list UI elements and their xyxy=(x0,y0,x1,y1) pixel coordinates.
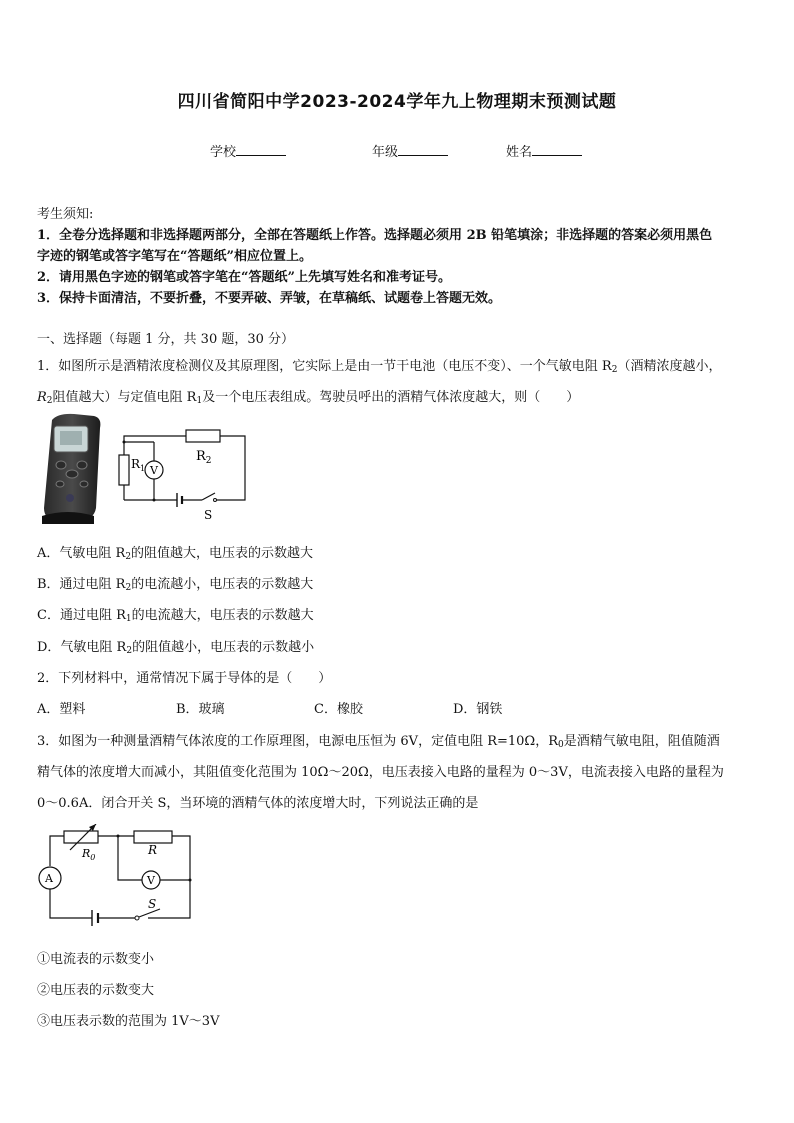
notice-item-3: 3．保持卡面清洁，不要折叠，不要弄破、弄皱，在草稿纸、试题卷上答题无效。 xyxy=(37,291,502,306)
name-label: 姓名 xyxy=(506,145,533,160)
page-title: 四川省简阳中学2023-2024学年九上物理期末预测试题 xyxy=(177,92,617,112)
ammeter-label: A xyxy=(45,872,53,885)
q1-text-c: 阻值越大）与定值电阻 R xyxy=(52,390,197,405)
school-field xyxy=(210,141,286,160)
q1-circuit-diagram xyxy=(114,425,254,523)
q1-sub-a: 2 xyxy=(611,365,618,375)
school-label: 学校 xyxy=(210,145,237,160)
breathalyzer-device-image xyxy=(38,412,106,524)
r2-label: $R_2$ xyxy=(196,449,212,466)
q1-text-b: （酒精浓度越小， xyxy=(617,359,722,374)
q3-stem-line-2: 精气体的浓度增大而减小，其阻值变化范围为 10Ω～20Ω，电压表接入电路的量程为 0～3V，电流表接入电路的量程为 xyxy=(37,765,724,780)
r1-resistor-symbol xyxy=(119,455,129,485)
q3-stem-line-3: 0～0.6A．闭合开关 S，当环境的酒精气体的浓度增大时，下列说法正确的是 xyxy=(37,796,479,811)
q1-option-b: B．通过电阻 $R_2$的电流越小，电压表的示数越大 xyxy=(37,577,314,593)
r1-label: $R_1$ xyxy=(131,457,146,473)
q3-statement-3: ③电压表示数的范围为 1V～3V xyxy=(37,1014,220,1029)
q2-option-b: B．玻璃 xyxy=(176,702,225,717)
q1-stem-line-1 xyxy=(37,355,721,375)
name-blank xyxy=(532,143,582,156)
q3-circuit-diagram xyxy=(36,824,196,930)
q3-statement-1: ①电流表的示数变小 xyxy=(37,952,155,967)
q1-text-d: 及一个电压表组成。驾驶员呼出的酒精气体浓度越大，则（ ） xyxy=(202,390,580,405)
q1-option-c: C．通过电阻 $R_1$的电流越大，电压表的示数越大 xyxy=(37,608,314,624)
q2-option-c: C．橡胶 xyxy=(314,702,363,717)
q2-stem: 2．下列材料中，通常情况下属于导体的是（ ） xyxy=(37,671,332,686)
r-label: R xyxy=(148,843,158,857)
grade-blank xyxy=(398,143,448,156)
q3-voltmeter-label: V xyxy=(147,874,155,887)
q3-statement-2: ②电压表的示数变大 xyxy=(37,983,155,998)
q1-r2-symbol: R xyxy=(37,390,47,405)
r0-label: $R_0$ xyxy=(82,847,96,862)
r-resistor-symbol xyxy=(134,831,172,843)
notice-item-1-line-1: 1．全卷分选择题和非选择题两部分，全部在答题纸上作答。选择题必须用 2B 铅笔填涂；非选择题的答案必须用黑色 xyxy=(37,228,713,243)
school-blank xyxy=(236,143,286,156)
q1-text-a: 1．如图所示是酒精浓度检测仪及其原理图，它实际上是由一节干电池（电压不变）、一个气敏电阻 R xyxy=(37,359,612,374)
r0-variable-resistor-symbol xyxy=(64,831,98,843)
q1-stem-line-2 xyxy=(37,386,579,406)
notice-heading: 考生须知: xyxy=(37,207,94,222)
q2-option-d: D．钢铁 xyxy=(453,702,503,717)
notice-item-1-line-2: 字迹的钢笔或答字笔写在“答题纸”相应位置上。 xyxy=(37,249,312,264)
q2-option-a: A．塑料 xyxy=(37,702,86,717)
q1-option-d: D．气敏电阻 $R_2$的阻值越小，电压表的示数越小 xyxy=(37,640,315,656)
grade-label: 年级 xyxy=(372,145,399,160)
name-field xyxy=(506,141,582,160)
q3-switch-label: S xyxy=(148,897,157,911)
section-heading: 一、选择题（每题 1 分，共 30 题，30 分） xyxy=(37,332,295,347)
q3-stem-line-1: 3．如图为一种测量酒精气体浓度的工作原理图，电源电压恒为 6V，定值电阻 R=10Ω，$R_0$是酒精气敏电阻，阻值随酒 xyxy=(37,734,720,750)
notice-item-2: 2．请用黑色字迹的钢笔或答字笔在“答题纸”上先填写姓名和准考证号。 xyxy=(37,270,452,285)
grade-field xyxy=(372,141,448,160)
switch-label: S xyxy=(204,508,213,522)
q1-option-a: A．气敏电阻 $R_2$的阻值越大，电压表的示数越大 xyxy=(37,546,314,562)
voltmeter-label: V xyxy=(150,464,158,477)
r2-resistor-symbol xyxy=(186,430,220,442)
q1-r2-sub: 2 xyxy=(46,396,53,406)
q1-r1-sub: 1 xyxy=(196,396,203,406)
